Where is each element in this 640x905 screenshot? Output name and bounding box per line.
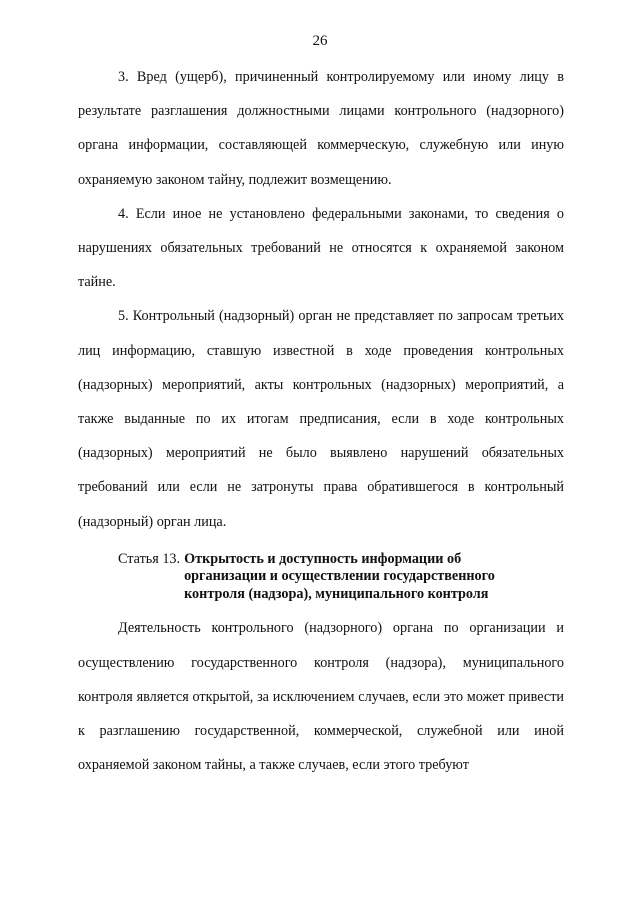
article-title-line-2: организации и осуществлении государственного xyxy=(184,568,495,585)
page-number: 26 xyxy=(312,33,328,49)
paragraph-4: 4. Если иное не установлено федеральными законами, то сведения о нарушениях обязательных требований не относятся к охраняемой законом тайне. xyxy=(78,205,564,291)
article-label: Статья 13. xyxy=(118,550,181,567)
article-title xyxy=(184,551,514,604)
paragraph-3: 3. Вред (ущерб), причиненный контролируемому или иному лицу в результате разглашения должностными лицами контрольного (надзорного) органа информации, составляющей коммерческую, служебную или иную охраняемую законом тайну, подлежит возмещению. xyxy=(78,69,564,188)
article-heading xyxy=(78,551,564,604)
paragraph-5: 5. Контрольный (надзорный) орган не представляет по запросам третьих лиц информацию, ставшую известной в ходе проведения контрольных (надзорных) мероприятий, акты контрольных (надзорных) мероприятий, а также выданные по их итогам предписания, если в ходе контрольных (надзорных) мероприятий не было выявлено нарушений обязательных требований или если не затронуты права обратившегося в контрольный (надзорный) орган лица. xyxy=(78,308,564,530)
page-content xyxy=(78,60,564,782)
article-13-paragraph: Деятельность контрольного (надзорного) органа по организации и осуществлению государственного контроля (надзора), муниципального контроля является открытой, за исключением случаев, если это может привести к разглашению государственной, коммерческой, служебной или иной охраняемой законом тайны, а также случаев, если этого требуют xyxy=(78,620,564,774)
article-title-line-3: контроля (надзора), муниципального контроля xyxy=(184,585,489,602)
article-title-line-1: Открытость и доступность информации об xyxy=(184,550,462,567)
